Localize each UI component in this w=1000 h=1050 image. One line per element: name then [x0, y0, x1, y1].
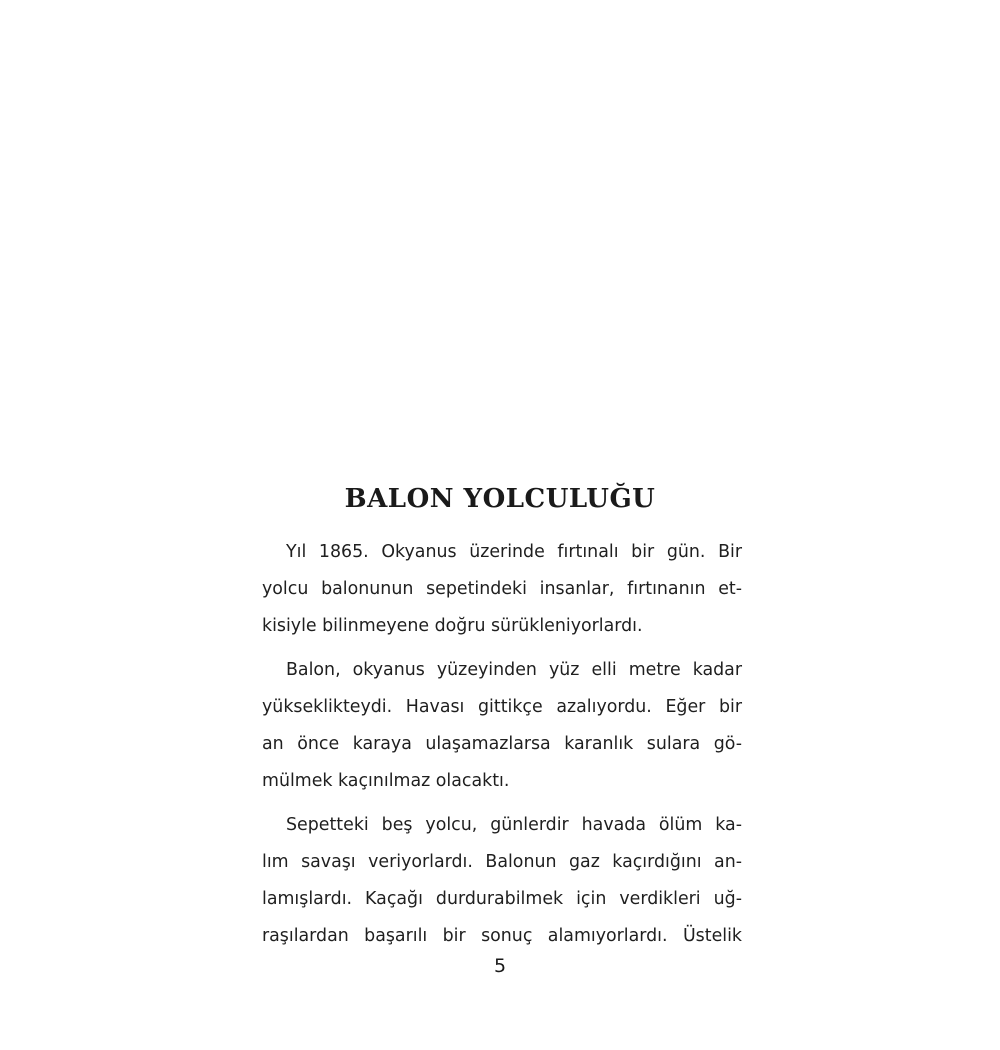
text-line: an önce karaya ulaşamazlarsa karanlık sulara gö-	[262, 734, 742, 754]
chapter-title: BALON YOLCULUĞU	[344, 484, 656, 514]
text-line: Balon, okyanus yüzeyinden yüz elli metre kadar	[286, 660, 742, 680]
paragraph-3	[262, 807, 742, 955]
text-line: lamışlardı. Kaçağı durdurabilmek için verdikleri uğ-	[262, 889, 742, 909]
paragraph-2	[262, 652, 742, 800]
text-line: lım savaşı veriyorlardı. Balonun gaz kaçırdığını an-	[262, 852, 742, 872]
text-line: Yıl 1865. Okyanus üzerinde fırtınalı bir gün. Bir	[286, 542, 742, 562]
text-line: mülmek kaçınılmaz olacaktı.	[262, 771, 510, 791]
text-line: yolcu balonunun sepetindeki insanlar, fırtınanın et-	[262, 579, 742, 599]
text-line: raşılardan başarılı bir sonuç alamıyorlardı. Üstelik	[262, 926, 742, 946]
paragraph-1	[262, 534, 742, 645]
text-line: Sepetteki beş yolcu, günlerdir havada ölüm ka-	[286, 815, 742, 835]
body-text	[262, 534, 742, 962]
page-number: 5	[493, 955, 507, 977]
text-line: kisiyle bilinmeyene doğru sürükleniyorlardı.	[262, 616, 643, 636]
text-line: yükseklikteydi. Havası gittikçe azalıyordu. Eğer bir	[262, 697, 742, 717]
